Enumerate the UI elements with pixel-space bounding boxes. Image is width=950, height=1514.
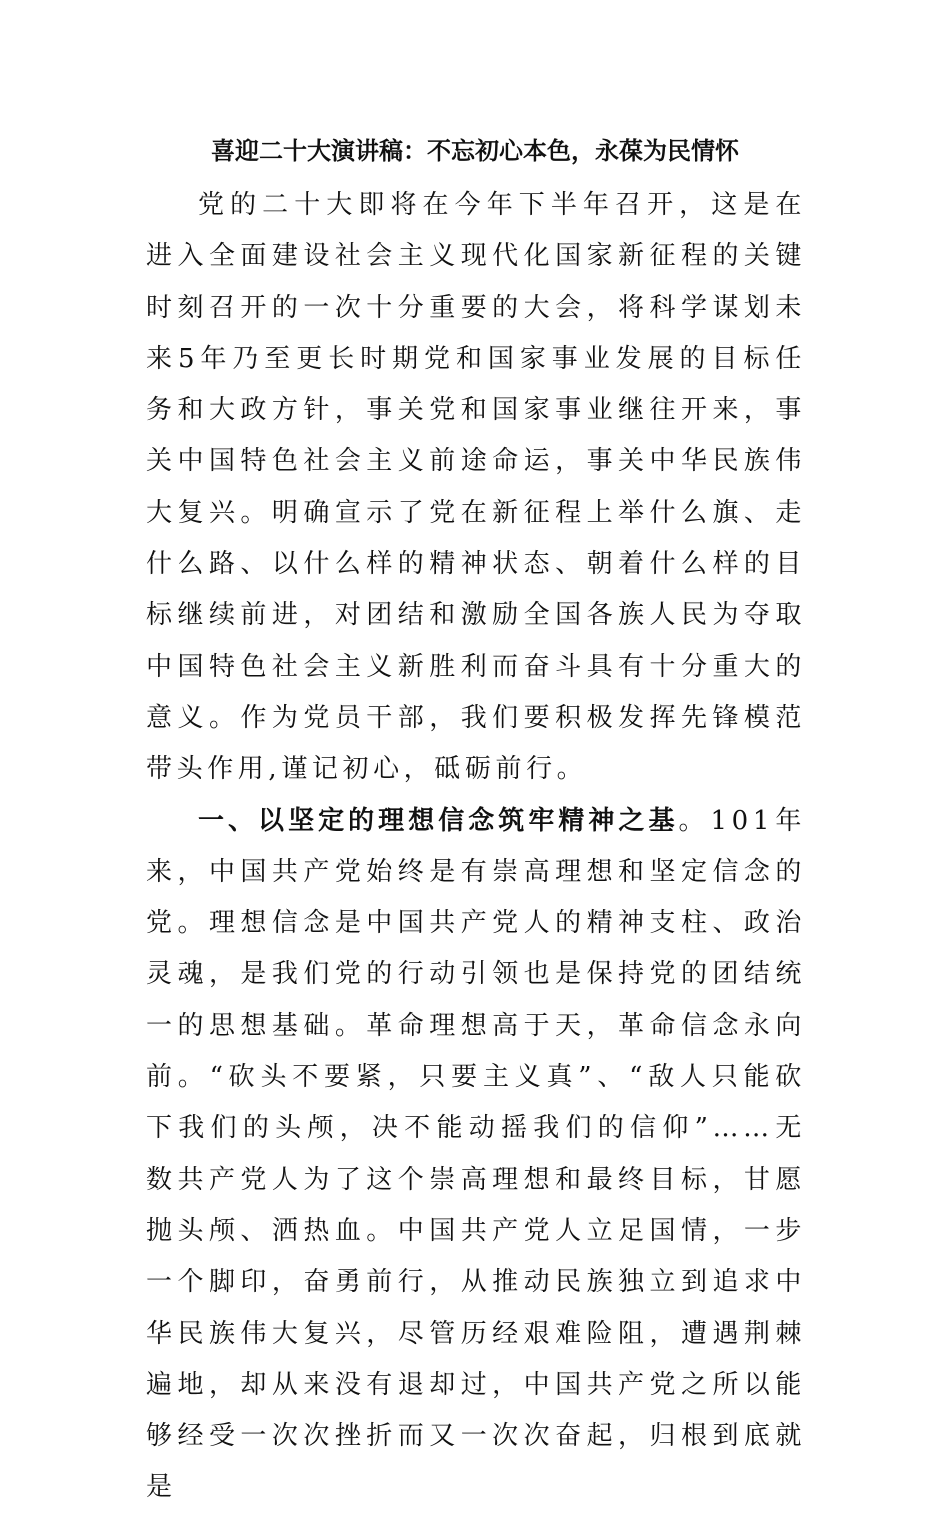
document-title: 喜迎二十大演讲稿：不忘初心本色，永葆为民情怀 — [211, 137, 739, 165]
section-one-heading: 一、以坚定的理想信念筑牢精神之基 — [198, 805, 679, 836]
paragraph-intro — [146, 180, 806, 796]
document-body — [146, 180, 806, 1514]
paragraph-intro-text: 党的二十大即将在今年下半年召开，这是在进入全面建设社会主义现代化国家新征程的关键时刻召开的一次十分重要的大会，将科学谋划未来5年乃至更长时期党和国家事业发展的目标任务和大政方针，事关党和国家事业继往开来，事关中国特色社会主义前途命运，事关中华民族伟大复兴。明确宣示了党在新征程上举什么旗、走什么路、以什么样的精神状态、朝着什么样的目标继续前进，对团结和激励全国各族人民为夺取中国特色社会主义新胜利而奋斗具有十分重大的意义。作为党员干部，我们要积极发挥先锋模范带头作用,谨记初心，砥砺前行。 — [146, 190, 806, 785]
paragraph-section-one — [146, 796, 806, 1514]
paragraph-section-one-text: 。101年来，中国共产党始终是有崇高理想和坚定信念的党。理想信念是中国共产党人的精神支柱、政治灵魂，是我们党的行动引领也是保持党的团结统一的思想基础。革命理想高于天，革命信念永向前。“砍头不要紧，只要主义真”、“敌人只能砍下我们的头颅，决不能动摇我们的信仰”……无数共产党人为了这个崇高理想和最终目标，甘愿抛头颅、洒热血。中国共产党人立足国情，一步一个脚印，奋勇前行，从推动民族独立到追求中华民族伟大复兴，尽管历经艰难险阻，遭遇荆棘遍地，却从来没有退却过，中国共产党之所以能够经受一次次挫折而又一次次奋起，归根到底就是 — [146, 805, 806, 1503]
